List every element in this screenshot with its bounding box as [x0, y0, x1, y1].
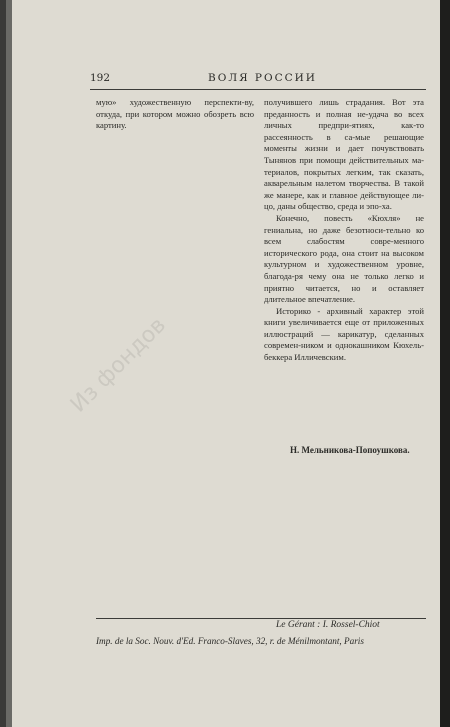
- journal-title: ВОЛЯ РОССИИ: [208, 72, 317, 84]
- author-signature: Н. Мельникова-Попоушкова.: [290, 445, 410, 455]
- running-header: [90, 72, 426, 88]
- right-column: [264, 97, 424, 364]
- footer-rule: [96, 618, 426, 619]
- page-left-edge: [6, 0, 12, 727]
- header-rule: [90, 89, 426, 90]
- right-paragraph-2: Конечно, повесть «Кюхля» не гениальна, но даже безотноси-тельно ко всем слабостям совре-менного исторического рода, она стоит на высоком культурном и художественном уровне, благода-ря чему она не только легко и приятно читается, но и оставляет длительное впечатление.: [264, 212, 424, 305]
- left-paragraph-1: мую» художественную перспекти-ву, откуда, при котором можно обозреть всю картину.: [96, 97, 254, 131]
- page-number: 192: [90, 72, 111, 84]
- imprint-line: Imp. de la Soc. Nouv. d'Ed. Franco-Slaves, 32, r. de Ménilmontant, Paris: [96, 636, 364, 646]
- page-right-edge: [440, 0, 450, 727]
- gerant-line: Le Gérant : I. Rossel-Chiot: [276, 620, 380, 630]
- library-watermark: Из фондов: [66, 312, 171, 418]
- right-paragraph-1: получившего лишь страдания. Вот эта преданность и полная не-удача во всех личных предпри-ятиях, как-то рассеянность в са-мые решающие моменты жизни и дает почувствовать Тынянов при помощи действительных ма-териалов, покрытых легким, так сказать, акварельным налетом творчества. В такой же манере, как и главное действующее ли-цо, даны общество, среда и эпо-ха.: [264, 97, 424, 212]
- right-paragraph-3: Историко - архивный характер этой книги увеличивается еще от приложенных иллюстраций — карикатур, сделанных современ-ником и однокашником Кюхель-беккера Илличевским.: [264, 305, 424, 363]
- left-column: [96, 97, 254, 132]
- document-page: [6, 0, 442, 727]
